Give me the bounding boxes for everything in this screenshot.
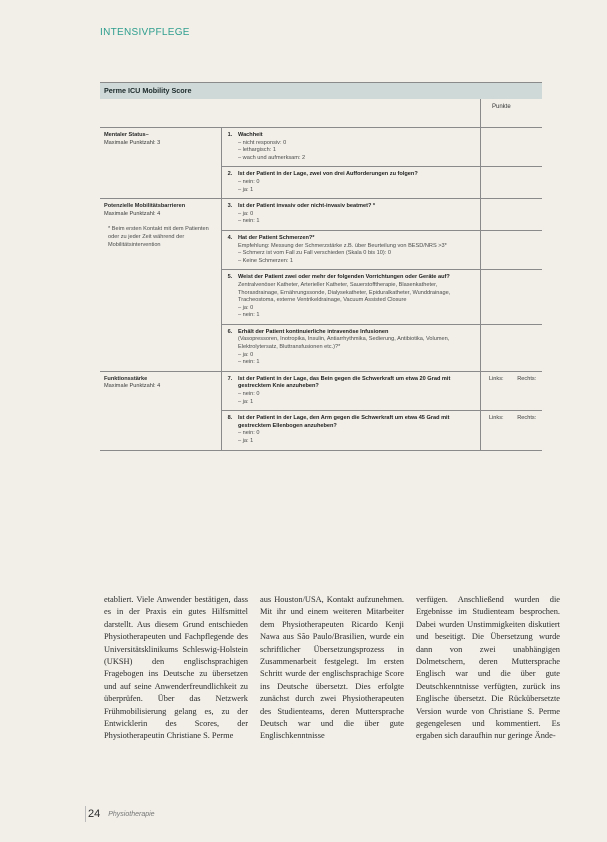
page-footer [88,808,155,820]
points-cell [480,411,542,449]
item-row [222,199,542,231]
item-option: – nein: 1 [238,359,260,366]
item-body [222,325,480,371]
article-column-2: aus Houston/USA, Kontakt aufzunehmen. Mit ihr und einem weiteren Mitarbeiter dem Physiotherapeuten Ricardo Kenji Nawa aus São Paulo/Brasilien, wurde ein schriftlicher Übersetzungsprozess in Zusammenarbeit festgelegt. Im ersten Schritt wurde der englischsprachige Score ins Deutsche übersetzt. Dies erfolgte zunächst durch zwei Physiotherapeuten des Studienteams, deren Muttersprache Deutsch war und die über gute Englischkenntnisse [260,595,404,741]
points-right-label: Rechts: [517,415,537,422]
points-header-row [100,99,542,128]
points-right-label: Rechts: [517,375,537,382]
table-section [100,372,542,451]
item-option: – Schmerz ist vom Fall zu Fall verschieden (Skala 0 bis 10): 0 [238,250,391,257]
item-row [222,270,542,325]
category-cell [100,372,221,450]
points-left-label [481,132,512,166]
category-title: Potenzielle Mobilitätsbarrieren [104,203,186,210]
points-cell [480,372,542,410]
item-row [222,372,542,411]
page-number: 24 [88,808,101,820]
item-text [238,274,476,320]
category-max-points: Maximale Punktzahl: 4 [104,210,161,217]
points-left-label: Links: [488,415,504,422]
category-title: Mentaler Status– [104,132,149,138]
item-row [222,325,542,371]
points-left-label [481,274,512,324]
item-number: 1. [227,132,233,138]
item-text [238,376,476,406]
item-body [222,231,480,269]
category-max-points: Maximale Punktzahl: 4 [104,383,161,390]
item-option: – ja: 1 [238,438,254,444]
item-option: – wach und aufmerksam: 2 [238,154,306,161]
item-extra: (Vasopressoren, Inotropika, Insulin, Antiarrhythmika, Sedierung, Antibiotika, Volumen, Elektrolytersatz, Bluttransfusionen etc.)?* [238,336,450,351]
points-cell [480,270,542,324]
article-column-3: verfügen. Anschließend wurden die Ergebnisse im Studienteam besprochen. Dabei wurden Unstimmigkeiten diskutiert und beseitigt. Die Übersetzung wurde dann von zwei unabhängigen Dolmetschern, deren Muttersprache Englisch war und die über gute Deutschkenntnisse verfügten, zurück ins Englische übersetzt. Die Rückübersetzte Version wurde von Christiane S. Perme gegengelesen und kommentiert. Es ergaben sich daraufhin nur geringe Ände- [416,595,560,741]
item-question: Ist der Patient invasiv oder nicht-invasiv beatmet? * [238,203,376,210]
points-right-label [512,329,543,371]
item-number: 4. [227,234,233,241]
item-option: – ja: 1 [238,398,254,405]
item-option: – nein: 1 [238,218,260,225]
item-number: 3. [227,203,233,210]
points-left-label [481,235,512,269]
item-row [222,128,542,167]
item-option: – ja: 1 [238,186,254,193]
item-option: – ja: 0 [238,304,254,311]
section-label: INTENSIVPFLEGE [100,27,190,38]
item-option: – lethargisch: 1 [238,147,276,154]
item-body [222,128,480,166]
category-cell [100,199,221,371]
item-text [238,203,375,226]
item-question: Weist der Patient zwei oder mehr der folgenden Vorrichtungen oder Geräte auf? [238,274,450,281]
item-text [238,329,476,367]
article-column-1: etabliert. Viele Anwender bestätigen, dass es in der Praxis ein gutes Hilfsmittel darstellt. Aus diesem Grund entschieden Physiotherapeuten und Fachpflegende des Universitätsklinikums Schleswig-Holstein (UKSH) den englischsprachigen Fragebogen ins Deutsche zu übersetzen und auf seine Anwenderfreundlichkeit zu überprüfen. Über das Netzwerk Frühmobilisierung gelang es, zu der Entwicklerin des Scores, der Physiotherapeutin Christiane S. Perme [104,595,248,741]
item-body [222,411,480,449]
points-right-label [512,132,543,166]
footer-divider [85,806,86,822]
item-number: 2. [227,171,233,178]
item-number: 5. [227,274,233,281]
item-text [238,171,418,194]
items-column [221,372,542,450]
item-number: 7. [227,375,233,382]
item-option: – nein: 0 [238,430,260,437]
points-left-label [481,203,512,230]
category-note: * Beim ersten Kontakt mit dem Patienten oder zu jeder Zeit während der Mobilitätsintervention [108,226,209,248]
points-right-label [512,203,543,230]
item-question: Wachheit [238,132,263,138]
item-body [222,270,480,324]
points-cell [480,167,542,198]
items-column [221,199,542,371]
item-option: – nicht responsiv: 0 [238,139,287,146]
item-option: – nein: 0 [238,391,260,398]
items-column [221,128,542,198]
item-number: 8. [227,415,233,422]
item-question: Hat der Patient Schmerzen?* [238,234,315,241]
table-sections [100,128,542,451]
points-cell [480,199,542,230]
category-cell [100,128,221,198]
points-header: Punkte [492,104,511,110]
article-body [104,594,560,743]
magazine-name: Physiotherapie [108,810,155,818]
points-cell [480,231,542,269]
item-extra: Zentralvenöser Katheter, Arterieller Katheter, Sauerstofftherapie, Blasenkatheter, Thoraxdrainage, Ernährungssonde, Dialysekatheter, Epiduralkatheter, Wunddrainage, Tracheostoma, externe Ventrikeldrainage, Vacuum Assisted Closure [238,281,451,304]
item-text [238,235,447,265]
item-row [222,231,542,270]
table-title: Perme ICU Mobility Score [100,83,542,99]
item-question: Erhält der Patient kontinuierliche intravenöse Infusionen [238,328,389,335]
table-section [100,199,542,372]
item-body [222,372,480,410]
item-body [222,167,480,198]
item-option: – Keine Schmerzen: 1 [238,257,294,264]
item-body [222,199,480,230]
points-left-label [481,171,512,198]
points-right-label [512,274,543,324]
item-extra: Empfehlung: Messung der Schmerzstärke z.B. über Beurteilung von BESD/NRS >3* [238,242,447,249]
points-right-label [512,171,543,198]
item-row [222,167,542,198]
points-left-label: Links: [488,375,504,382]
item-option: – nein: 1 [238,312,260,319]
points-left-label [481,329,512,371]
item-text [238,415,476,445]
item-option: – ja: 0 [238,351,254,358]
table-section [100,128,542,199]
item-row [222,411,542,449]
category-max-points: Maximale Punktzahl: 3 [104,139,161,146]
points-cell [480,128,542,166]
item-question: Ist der Patient in der Lage, den Arm gegen die Schwerkraft um etwa 45 Grad mit gestrecktem Ellenbogen anzuheben? [238,415,450,429]
item-option: – ja: 0 [238,210,254,217]
item-option: – nein: 0 [238,178,260,185]
item-text [238,132,305,162]
mobility-score-table [100,82,542,451]
item-number: 6. [227,328,233,335]
item-question: Ist der Patient in der Lage, das Bein gegen die Schwerkraft um etwa 20 Grad mit gestrecktem Knie anzuheben? [238,375,451,390]
points-cell [480,325,542,371]
points-right-label [512,235,543,269]
category-title: Funktionsstärke [104,375,148,382]
item-question: Ist der Patient in der Lage, zwei von drei Aufforderungen zu folgen? [238,171,418,178]
